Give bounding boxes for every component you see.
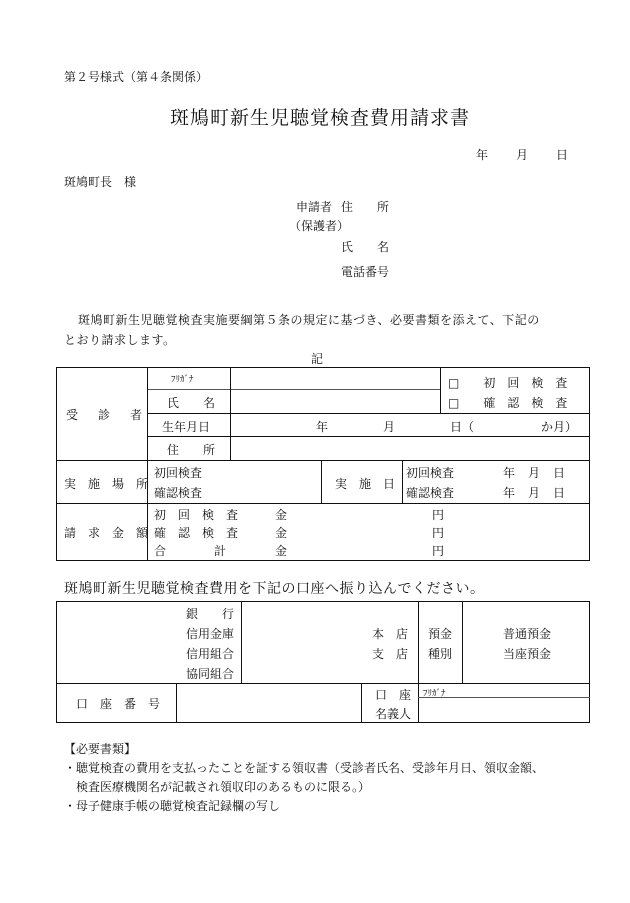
- shiten-label: 支 店: [372, 647, 409, 661]
- deposit-type-label-1: 預金: [428, 627, 453, 641]
- holder-furigana-label: ﾌﾘｶﾞﾅ: [423, 689, 446, 699]
- body-text-line2: とおり請求します。: [64, 333, 176, 347]
- page-title: 斑鳩町新生児聴覚検査費用請求書: [170, 107, 471, 129]
- amount-total-label: 合 計: [154, 544, 227, 558]
- amount-total-kin: 金: [275, 544, 288, 558]
- birth-year-label: 年: [316, 420, 329, 434]
- address-label: 住 所: [341, 200, 390, 214]
- amount-confirm-kin: 金: [275, 526, 288, 540]
- exam-date-confirm-day: 日: [553, 486, 566, 500]
- amount-first-yen: 円: [432, 508, 445, 522]
- account-holder-label-1: 口 座: [375, 688, 412, 702]
- account-holder-label-2: 名義人: [375, 707, 412, 721]
- bank-label: 銀 行: [186, 607, 235, 621]
- birth-month-label: 月: [383, 420, 396, 434]
- date-day-label: 日: [556, 148, 569, 162]
- venue-confirm-label: 確認検査: [154, 486, 203, 500]
- ki-label: 記: [311, 352, 324, 366]
- body-text-line1: 斑鳩町新生児聴覚検査実施要綱第５条の規定に基づき、必要書類を添えて、下記の: [78, 313, 540, 327]
- kumiai-label: 信用組合: [186, 647, 235, 661]
- guardian-label: （保護者）: [289, 219, 350, 233]
- exam-date-confirm-month: 月: [528, 486, 541, 500]
- amount-first-kin: 金: [275, 508, 288, 522]
- amount-total-yen: 円: [432, 544, 445, 558]
- patient-name-label: 氏 名: [167, 396, 216, 410]
- kyodo-label: 協同組合: [186, 667, 235, 681]
- transfer-instruction: 斑鳩町新生児聴覚検査費用を下記の口座へ振り込んでください。: [64, 581, 485, 597]
- exam-date-first-year: 年: [503, 466, 516, 480]
- venue-first-label: 初回検査: [154, 466, 203, 480]
- form-number: 第２号様式（第４条関係）: [64, 70, 209, 84]
- account-number-label: 口 座 番 号: [76, 697, 161, 711]
- check-first-exam[interactable]: □ 初 回 検 査: [448, 376, 568, 390]
- futsu-deposit: 普通預金: [503, 627, 552, 641]
- name-label: 氏 名: [341, 240, 390, 254]
- phone-label: 電話番号: [341, 265, 390, 279]
- deposit-type-label-2: 種別: [428, 647, 453, 661]
- date-year-label: 年: [476, 148, 489, 162]
- exam-date-first-day: 日: [553, 466, 566, 480]
- amount-first-label: 初 回 検 査: [154, 508, 239, 522]
- shinkin-label: 信用金庫: [186, 627, 235, 641]
- exam-date-confirm-label: 確認検査: [406, 486, 455, 500]
- required-heading: 【必要書類】: [64, 742, 137, 756]
- amount-confirm-yen: 円: [432, 526, 445, 540]
- addressee: 斑鳩町長 様: [64, 175, 137, 189]
- patient-label: 受 診 者: [66, 408, 147, 422]
- exam-date-confirm-year: 年: [503, 486, 516, 500]
- check-confirm-exam[interactable]: □ 確 認 検 査: [448, 396, 568, 410]
- exam-date-first-label: 初回検査: [406, 466, 455, 480]
- required-item-1-line1: ・聴覚検査の費用を支払ったことを証する領収書（受診者氏名、受診年月日、領収金額、: [64, 761, 545, 775]
- patient-address-label: 住 所: [167, 443, 216, 457]
- amount-confirm-label: 確 認 検 査: [154, 526, 239, 540]
- birth-day-label: 日（: [450, 420, 475, 434]
- toza-deposit: 当座預金: [503, 647, 552, 661]
- required-item-2: ・母子健康手帳の聴覚検査記録欄の写し: [64, 799, 281, 813]
- date-month-label: 月: [516, 148, 529, 162]
- applicant-label: 申請者: [296, 200, 333, 214]
- venue-label: 実 施 場 所: [64, 477, 149, 491]
- honten-label: 本 店: [372, 627, 409, 641]
- birth-date-label: 生年月日: [162, 420, 211, 434]
- required-item-1-line2: 検査医療機関名が記載され領収印のあるものに限る。）: [76, 780, 371, 794]
- birth-months-label: か月）: [541, 420, 578, 434]
- patient-furigana-label: ﾌﾘｶﾞﾅ: [171, 375, 194, 385]
- exam-date-first-month: 月: [528, 466, 541, 480]
- exam-date-label: 実 施 日: [335, 477, 396, 491]
- claim-amount-label: 請 求 金 額: [64, 526, 149, 540]
